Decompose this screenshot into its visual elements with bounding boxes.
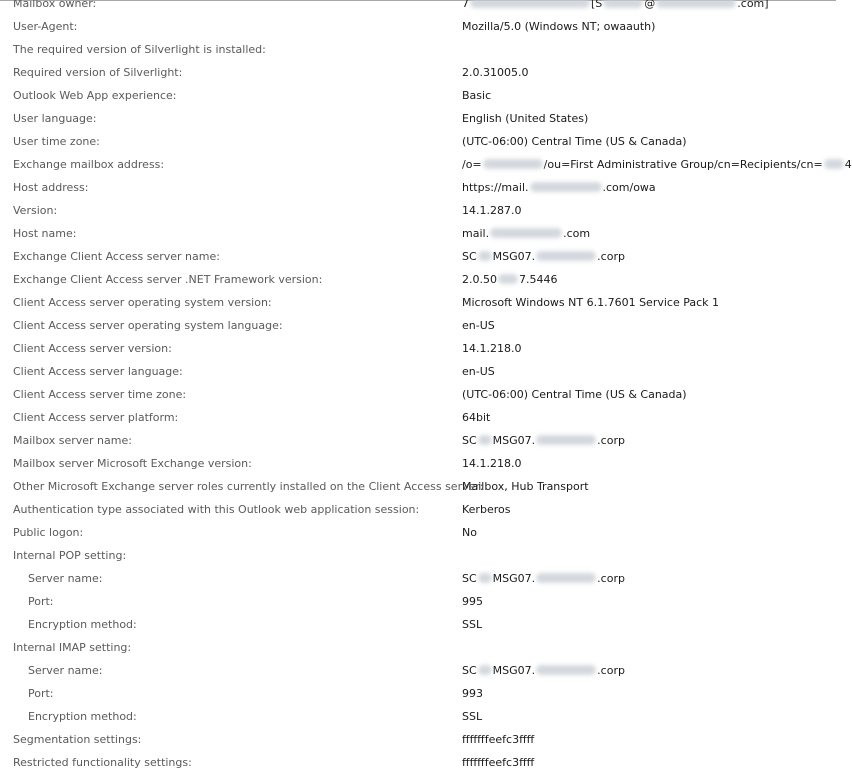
info-value: 993 bbox=[462, 687, 483, 700]
info-label: Version: bbox=[13, 204, 58, 217]
info-value: SC MSG07. .corp bbox=[462, 250, 625, 263]
info-label: Host name: bbox=[13, 227, 77, 240]
info-value: SC MSG07. .corp bbox=[462, 664, 625, 677]
info-label: Mailbox owner: bbox=[13, 0, 97, 10]
info-value: SSL bbox=[462, 618, 483, 631]
info-label: Server name: bbox=[28, 572, 103, 585]
info-row bbox=[0, 567, 836, 590]
info-value: 7 [S @ .com] bbox=[462, 0, 769, 10]
info-row bbox=[0, 0, 836, 15]
info-value: 14.1.218.0 bbox=[462, 457, 522, 470]
info-value: 14.1.287.0 bbox=[462, 204, 522, 217]
info-label: Other Microsoft Exchange server roles currently installed on the Client Access server: bbox=[13, 480, 484, 493]
info-label: Exchange mailbox address: bbox=[13, 158, 165, 171]
info-row bbox=[0, 406, 836, 429]
info-label: Exchange Client Access server .NET Framework version: bbox=[13, 273, 323, 286]
info-row bbox=[0, 314, 836, 337]
info-row bbox=[0, 268, 836, 291]
info-row bbox=[0, 705, 836, 728]
info-value: SSL bbox=[462, 710, 483, 723]
section-header-imap bbox=[0, 636, 836, 659]
info-row bbox=[0, 337, 836, 360]
info-row bbox=[0, 475, 836, 498]
info-label: Client Access server version: bbox=[13, 342, 172, 355]
info-row bbox=[0, 153, 852, 176]
info-value: 14.1.218.0 bbox=[462, 342, 522, 355]
info-row bbox=[0, 498, 836, 521]
info-label: Client Access server language: bbox=[13, 365, 183, 378]
info-value: Microsoft Windows NT 6.1.7601 Service Pack 1 bbox=[462, 296, 720, 309]
info-row bbox=[0, 107, 836, 130]
info-value: SC MSG07. .corp bbox=[462, 434, 625, 447]
info-label: User language: bbox=[13, 112, 97, 125]
info-label: Exchange Client Access server name: bbox=[13, 250, 220, 263]
info-row bbox=[0, 429, 836, 452]
redacted-text bbox=[498, 274, 518, 284]
info-label: Client Access server operating system version: bbox=[13, 296, 272, 309]
info-label: Segmentation settings: bbox=[13, 733, 142, 746]
info-label: Internal POP setting: bbox=[13, 549, 127, 562]
info-label: Authentication type associated with this Outlook web application session: bbox=[13, 503, 420, 516]
info-row bbox=[0, 15, 836, 38]
info-label: Port: bbox=[28, 595, 54, 608]
info-label: The required version of Silverlight is installed: bbox=[13, 43, 266, 56]
info-value: Mozilla/5.0 (Windows NT; owaauth) bbox=[462, 20, 656, 33]
info-row bbox=[0, 38, 836, 61]
redacted-text bbox=[603, 0, 643, 8]
info-label: Encryption method: bbox=[28, 710, 137, 723]
info-value: 995 bbox=[462, 595, 483, 608]
info-row bbox=[0, 590, 836, 613]
info-value: 2.0.31005.0 bbox=[462, 66, 529, 79]
info-value: Basic bbox=[462, 89, 492, 102]
info-label: Host address: bbox=[13, 181, 89, 194]
info-value: Kerberos bbox=[462, 503, 511, 516]
redacted-text bbox=[478, 573, 492, 583]
redacted-text bbox=[656, 0, 736, 8]
info-label: Mailbox server name: bbox=[13, 434, 132, 447]
info-value: fffffffeefc3ffff bbox=[462, 733, 535, 746]
info-row bbox=[0, 659, 836, 682]
redacted-text bbox=[490, 228, 562, 238]
info-row bbox=[0, 383, 836, 406]
info-label: User-Agent: bbox=[13, 20, 78, 33]
redacted-text bbox=[470, 0, 590, 8]
info-row bbox=[0, 613, 836, 636]
info-value: SC MSG07. .corp bbox=[462, 572, 625, 585]
info-label: Internal IMAP setting: bbox=[13, 641, 132, 654]
info-value: (UTC-06:00) Central Time (US & Canada) bbox=[462, 388, 687, 401]
info-row bbox=[0, 84, 836, 107]
redacted-text bbox=[536, 665, 596, 675]
info-value: No bbox=[462, 526, 477, 539]
info-value: en-US bbox=[462, 319, 495, 332]
redacted-text bbox=[536, 435, 596, 445]
info-value: English (United States) bbox=[462, 112, 589, 125]
redacted-text bbox=[536, 251, 596, 261]
info-label: Encryption method: bbox=[28, 618, 137, 631]
info-value: /o= /ou=First Administrative Group/cn=Recipients/cn= 4 bbox=[462, 158, 852, 171]
info-value: mail. .com bbox=[462, 227, 591, 240]
info-row bbox=[0, 682, 836, 705]
redacted-text bbox=[478, 251, 492, 261]
info-row bbox=[0, 521, 836, 544]
info-row bbox=[0, 360, 836, 383]
info-label: Server name: bbox=[28, 664, 103, 677]
redacted-text bbox=[530, 182, 602, 192]
info-value: en-US bbox=[462, 365, 495, 378]
info-row bbox=[0, 245, 836, 268]
info-label: Required version of Silverlight: bbox=[13, 66, 183, 79]
info-row bbox=[0, 130, 836, 153]
info-value: (UTC-06:00) Central Time (US & Canada) bbox=[462, 135, 687, 148]
info-label: Client Access server operating system language: bbox=[13, 319, 283, 332]
info-row bbox=[0, 199, 836, 222]
info-label: Client Access server platform: bbox=[13, 411, 179, 424]
info-row bbox=[0, 176, 836, 199]
info-value: fffffffeefc3ffff bbox=[462, 756, 535, 769]
info-value: 64bit bbox=[462, 411, 491, 424]
redacted-text bbox=[483, 159, 543, 169]
redacted-text bbox=[824, 159, 844, 169]
info-row bbox=[0, 291, 836, 314]
info-row bbox=[0, 61, 836, 84]
redacted-text bbox=[536, 573, 596, 583]
info-label: Client Access server time zone: bbox=[13, 388, 187, 401]
info-row bbox=[0, 728, 836, 751]
info-label: Mailbox server Microsoft Exchange version: bbox=[13, 457, 252, 470]
info-label: Outlook Web App experience: bbox=[13, 89, 177, 102]
info-row bbox=[0, 751, 836, 774]
info-label: Restricted functionality settings: bbox=[13, 756, 192, 769]
section-header-pop bbox=[0, 544, 836, 567]
info-value: 2.0.50 7.5446 bbox=[462, 273, 558, 286]
info-label: Public logon: bbox=[13, 526, 84, 539]
redacted-text bbox=[478, 435, 492, 445]
info-label: User time zone: bbox=[13, 135, 100, 148]
redacted-text bbox=[478, 665, 492, 675]
info-label: Port: bbox=[28, 687, 54, 700]
info-value: https://mail. .com/owa bbox=[462, 181, 656, 194]
info-row bbox=[0, 452, 836, 475]
info-row bbox=[0, 222, 836, 245]
info-value: Mailbox, Hub Transport bbox=[462, 480, 589, 493]
